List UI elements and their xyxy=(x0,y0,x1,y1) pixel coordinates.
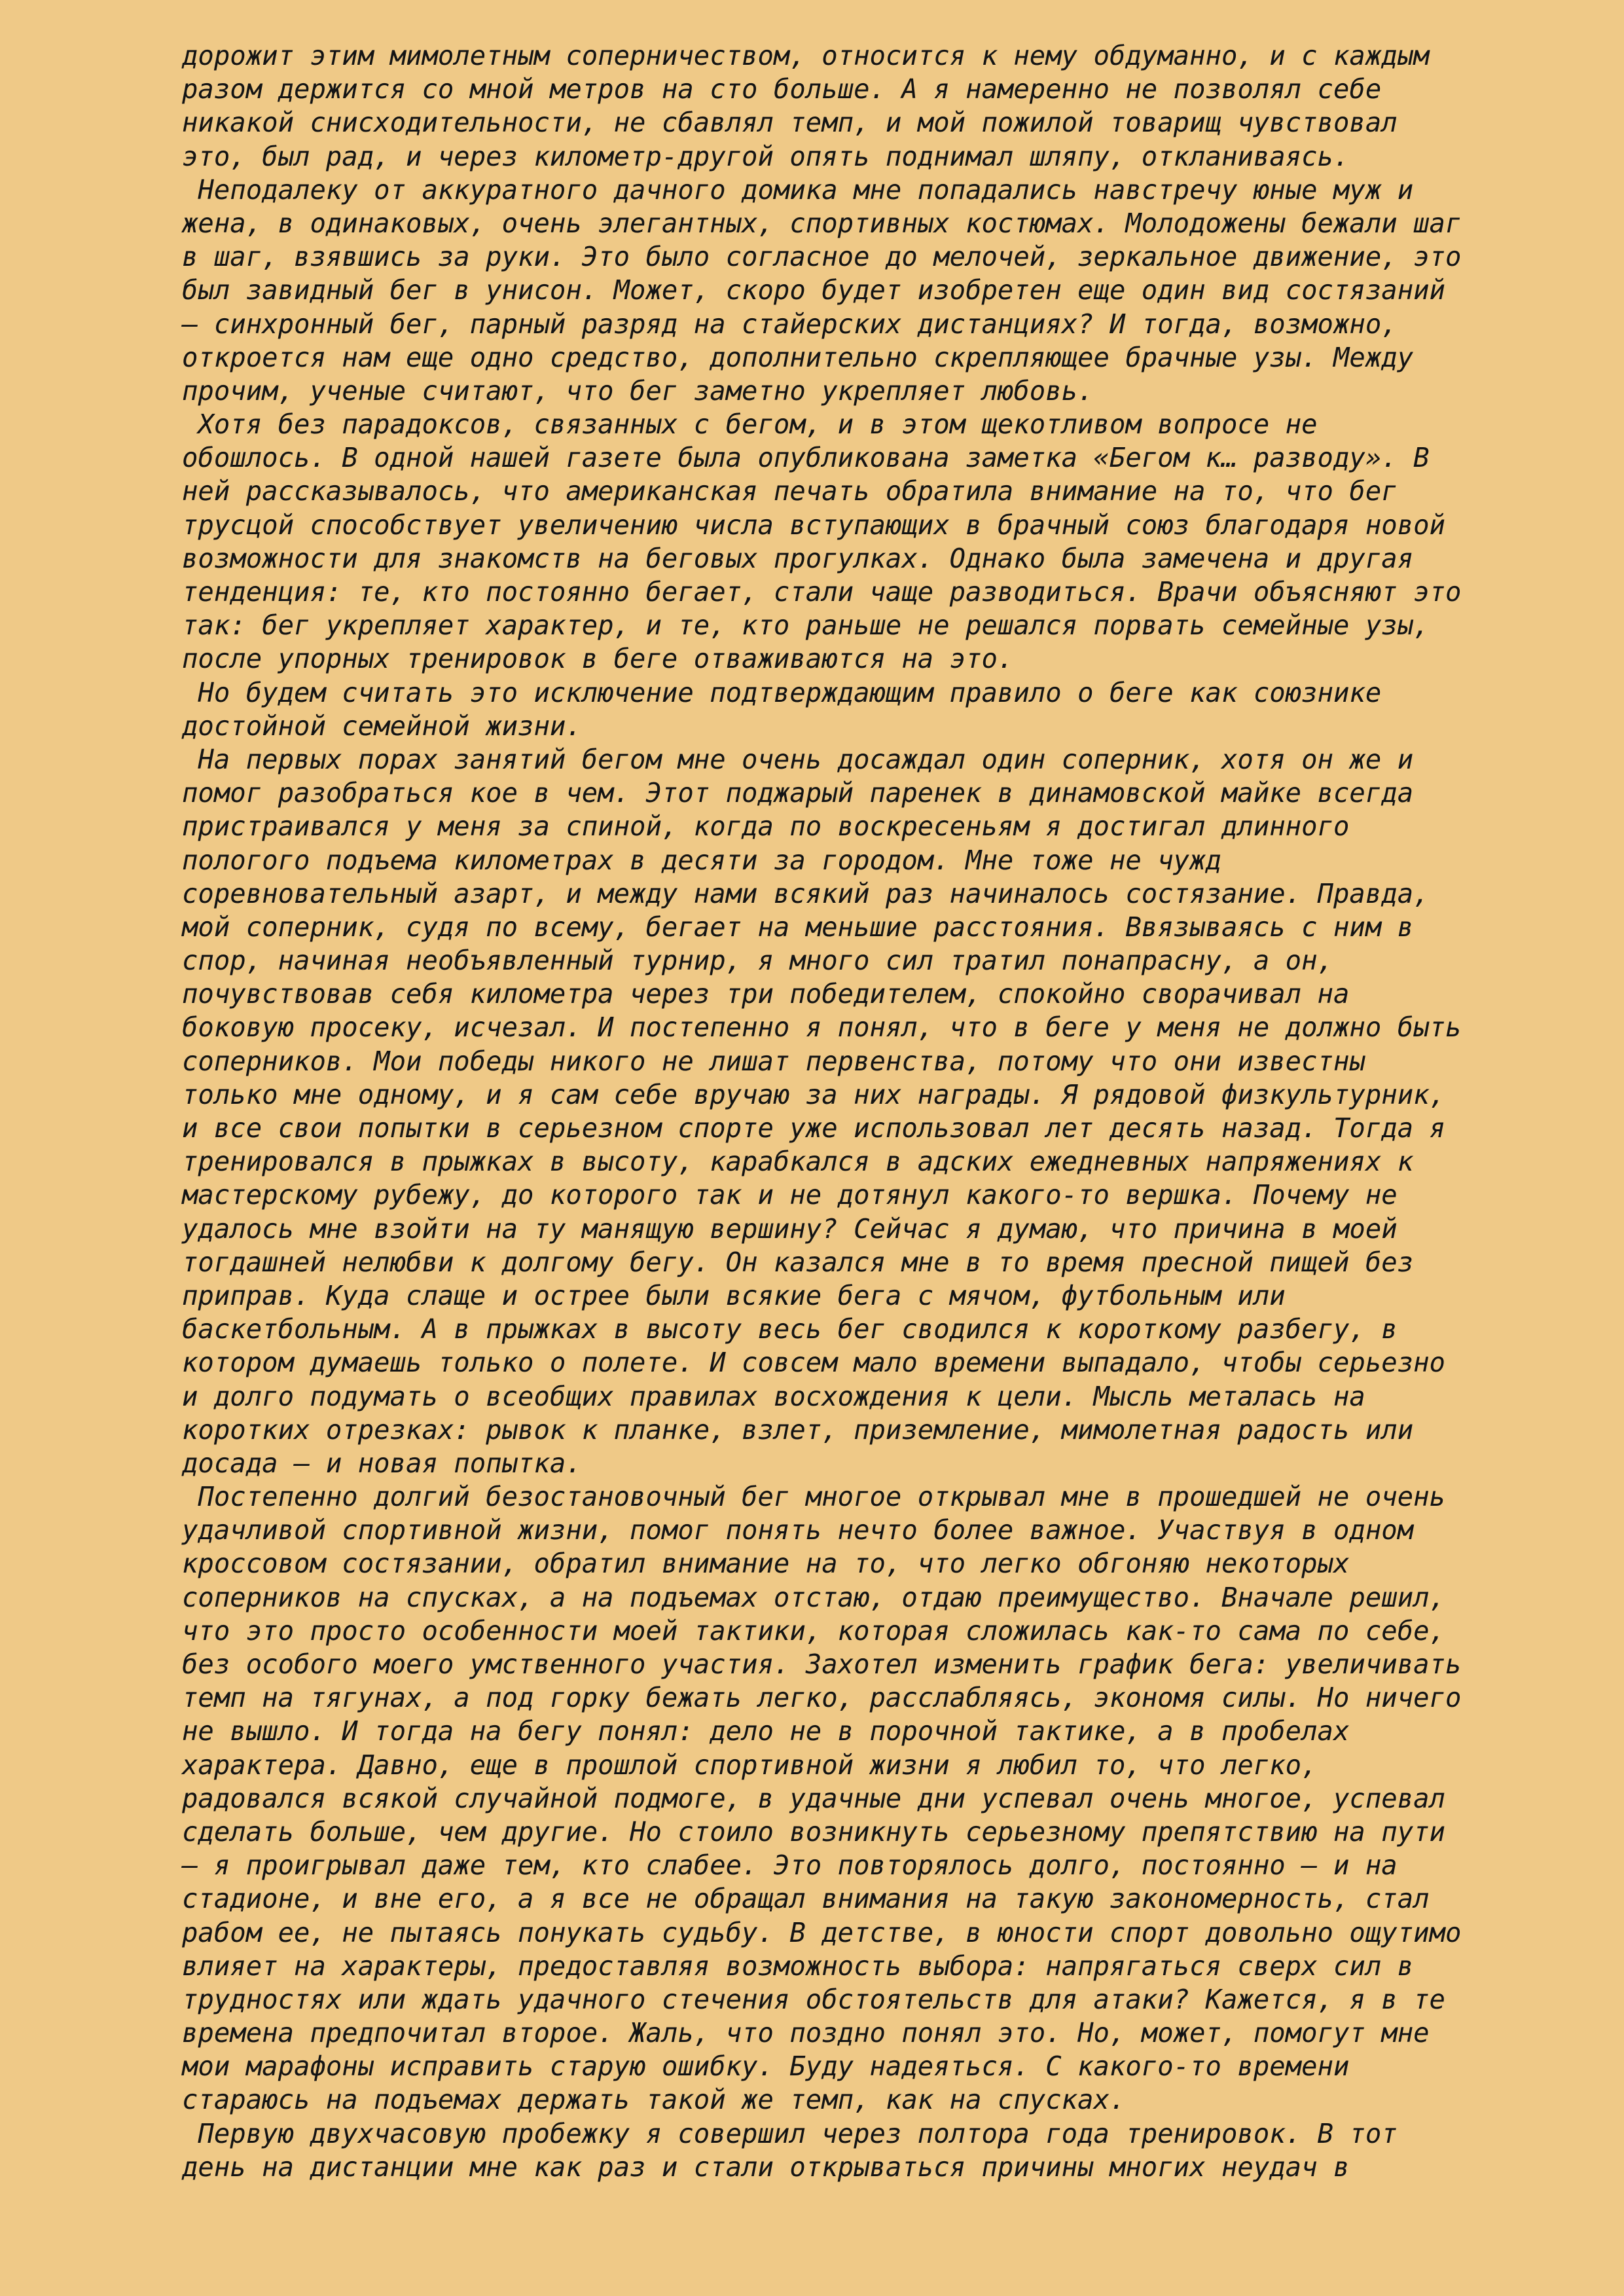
text-line: – синхронный бег, парный разряд на стайерских дистанциях? И тогда, возможно, xyxy=(182,308,1398,340)
text-line: Хотя без парадоксов, связанных с бегом, и в этом щекотливом вопросе не xyxy=(182,409,1318,441)
text-line: стадионе, и вне его, а я все не обращал внимания на такую закономерность, стал xyxy=(182,1883,1430,1915)
text-line: никакой снисходительности, не сбавлял темп, и мой пожилой товарищ чувствовал xyxy=(182,107,1398,139)
text-line: в шаг, взявшись за руки. Это было согласное до мелочей, зеркальное движение, это xyxy=(182,241,1462,273)
text-line: обошлось. В одной нашей газете была опубликована заметка «Бегом к… разводу». В xyxy=(182,442,1430,474)
text-line: боковую просеку, исчезал. И постепенно я понял, что в беге у меня не должно быть xyxy=(182,1011,1462,1044)
text-line: удачливой спортивной жизни, помог понять нечто более важное. Участвуя в одном xyxy=(182,1514,1414,1546)
text-line: стараюсь на подъемах держать такой же темп, как на спусках. xyxy=(182,2084,1126,2116)
text-line: пристраивался у меня за спиной, когда по воскресеньям я достигал длинного xyxy=(182,811,1350,843)
text-line: трусцой способствует увеличению числа вступающих в брачный союз благодаря новой xyxy=(182,509,1445,541)
text-line: На первых порах занятий бегом мне очень досаждал один соперник, хотя он же и xyxy=(182,743,1414,775)
text-line: пологого подъема километрах в десяти за городом. Мне тоже не чужд xyxy=(182,844,1221,876)
text-line: удалось мне взойти на ту манящую вершину? Сейчас я думаю, что причина в моей xyxy=(182,1212,1398,1245)
text-line: соревновательный азарт, и между нами всякий раз начиналось состязание. Правда, xyxy=(182,877,1430,909)
text-line: только мне одному, и я сам себе вручаю за них награды. Я рядовой физкультурник, xyxy=(182,1078,1445,1110)
text-line: коротких отрезках: рывок к планке, взлет, приземление, мимолетная радость или xyxy=(182,1413,1414,1446)
text-line: возможности для знакомств на беговых прогулках. Однако была замечена и другая xyxy=(182,542,1414,574)
text-line: баскетбольным. А в прыжках в высоту весь бег сводился к короткому разбегу, в xyxy=(182,1313,1398,1345)
document-page xyxy=(182,39,1491,2184)
text-line: Первую двухчасовую пробежку я совершил через полтора года тренировок. В тот xyxy=(182,2117,1398,2149)
text-line: был завидный бег в унисон. Может, скоро будет изобретен еще один вид состязаний xyxy=(182,274,1445,306)
text-line: – я проигрывал даже тем, кто слабее. Это повторялось долго, постоянно – и на xyxy=(182,1850,1398,1882)
text-line: соперников. Мои победы никого не лишат первенства, потому что они известны xyxy=(182,1045,1365,1077)
text-line: мои марафоны исправить старую ошибку. Буду надеяться. С какого-то времени xyxy=(182,2050,1350,2083)
text-line: тогдашней нелюбви к долгому бегу. Он казался мне в то время пресной пищей без xyxy=(182,1246,1414,1278)
text-line: что это просто особенности моей тактики, которая сложилась как-то сама по себе, xyxy=(182,1614,1445,1647)
text-line: темп на тягунах, а под горку бежать легко, расслабляясь, экономя силы. Но ничего xyxy=(182,1682,1462,1714)
text-line: спор, начиная необъявленный турнир, я много сил тратил понапрасну, а он, xyxy=(182,945,1333,977)
text-line: времена предпочитал второе. Жаль, что поздно понял это. Но, может, помогут мне xyxy=(182,2017,1430,2049)
text-line: радовался всякой случайной подмоге, в удачные дни успевал очень многое, успевал xyxy=(182,1782,1445,1814)
text-line: и долго подумать о всеобщих правилах восхождения к цели. Мысль металась на xyxy=(182,1380,1365,1412)
text-line: мастерскому рубежу, до которого так и не дотянул какого-то вершка. Почему не xyxy=(182,1179,1398,1211)
text-line: тенденция: те, кто постоянно бегает, стали чаще разводиться. Врачи объясняют это xyxy=(182,576,1462,608)
text-line: соперников на спусках, а на подъемах отстаю, отдаю преимущество. Вначале решил, xyxy=(182,1581,1445,1613)
text-line: жена, в одинаковых, очень элегантных, спортивных костюмах. Молодожены бежали шаг xyxy=(182,207,1462,239)
text-line: день на дистанции мне как раз и стали открываться причины многих неудач в xyxy=(182,2151,1350,2183)
text-line: сделать больше, чем другие. Но стоило возникнуть серьезному препятствию на пути xyxy=(182,1815,1445,1848)
text-line: не вышло. И тогда на бегу понял: дело не в порочной тактике, а в пробелах xyxy=(182,1715,1350,1747)
text-line: прочим, ученые считают, что бег заметно укрепляет любовь. xyxy=(182,374,1094,407)
text-line: рабом ее, не пытаясь понукать судьбу. В детстве, в юности спорт довольно ощутимо xyxy=(182,1916,1462,1948)
text-line: характера. Давно, еще в прошлой спортивной жизни я любил то, что легко, xyxy=(182,1749,1318,1781)
text-line: дорожит этим мимолетным соперничеством, относится к нему обдуманно, и с каждым xyxy=(182,40,1430,71)
text-line: котором думаешь только о полете. И совсем мало времени выпадало, чтобы серьезно xyxy=(182,1347,1445,1379)
text-line: влияет на характеры, предоставляя возможность выбора: напрягаться сверх сил в xyxy=(182,1950,1414,1982)
text-line: кроссовом состязании, обратил внимание на то, что легко обгоняю некоторых xyxy=(182,1548,1350,1580)
text-line: достойной семейной жизни. xyxy=(182,710,582,742)
text-line: без особого моего умственного участия. Захотел изменить график бега: увеличивать xyxy=(182,1649,1462,1680)
text-line: приправ. Куда слаще и острее были всякие бега с мячом, футбольным или xyxy=(182,1279,1286,1311)
text-line: и все свои попытки в серьезном спорте уже использовал лет десять назад. Тогда я xyxy=(182,1112,1445,1144)
text-line: трудностях или ждать удачного стечения обстоятельств для атаки? Кажется, я в те xyxy=(182,1983,1445,2015)
text-line: мой соперник, судя по всему, бегает на меньшие расстояния. Ввязываясь с ним в xyxy=(182,911,1414,943)
text-line: ней рассказывалось, что американская печать обратила внимание на то, что бег xyxy=(182,475,1398,507)
text-line: досада – и новая попытка. xyxy=(182,1447,582,1479)
text-line: так: бег укрепляет характер, и те, кто раньше не решался порвать семейные узы, xyxy=(182,610,1430,642)
text-line: откроется нам еще одно средство, дополнительно скрепляющее брачные узы. Между xyxy=(182,341,1414,373)
text-line: это, был рад, и через километр-другой опять поднимал шляпу, откланиваясь. xyxy=(182,140,1350,172)
text-line: Неподалеку от аккуратного дачного домика мне попадались навстречу юные муж и xyxy=(182,173,1414,206)
text-line: почувствовав себя километра через три победителем, спокойно сворачивал на xyxy=(182,978,1350,1010)
text-line: помог разобраться кое в чем. Этот поджарый паренек в динамовской майке всегда xyxy=(182,777,1414,809)
text-line: после упорных тренировок в беге отваживаются на это. xyxy=(182,643,1014,675)
text-line: разом держится со мной метров на сто больше. А я намеренно не позволял себе xyxy=(182,73,1382,105)
text-line: Постепенно долгий безостановочный бег многое открывал мне в прошедшей не очень xyxy=(182,1481,1445,1513)
text-line: Но будем считать это исключение подтверждающим правило о беге как союзнике xyxy=(182,676,1382,708)
text-line: тренировался в прыжках в высоту, карабкался в адских ежедневных напряжениях к xyxy=(182,1146,1414,1178)
